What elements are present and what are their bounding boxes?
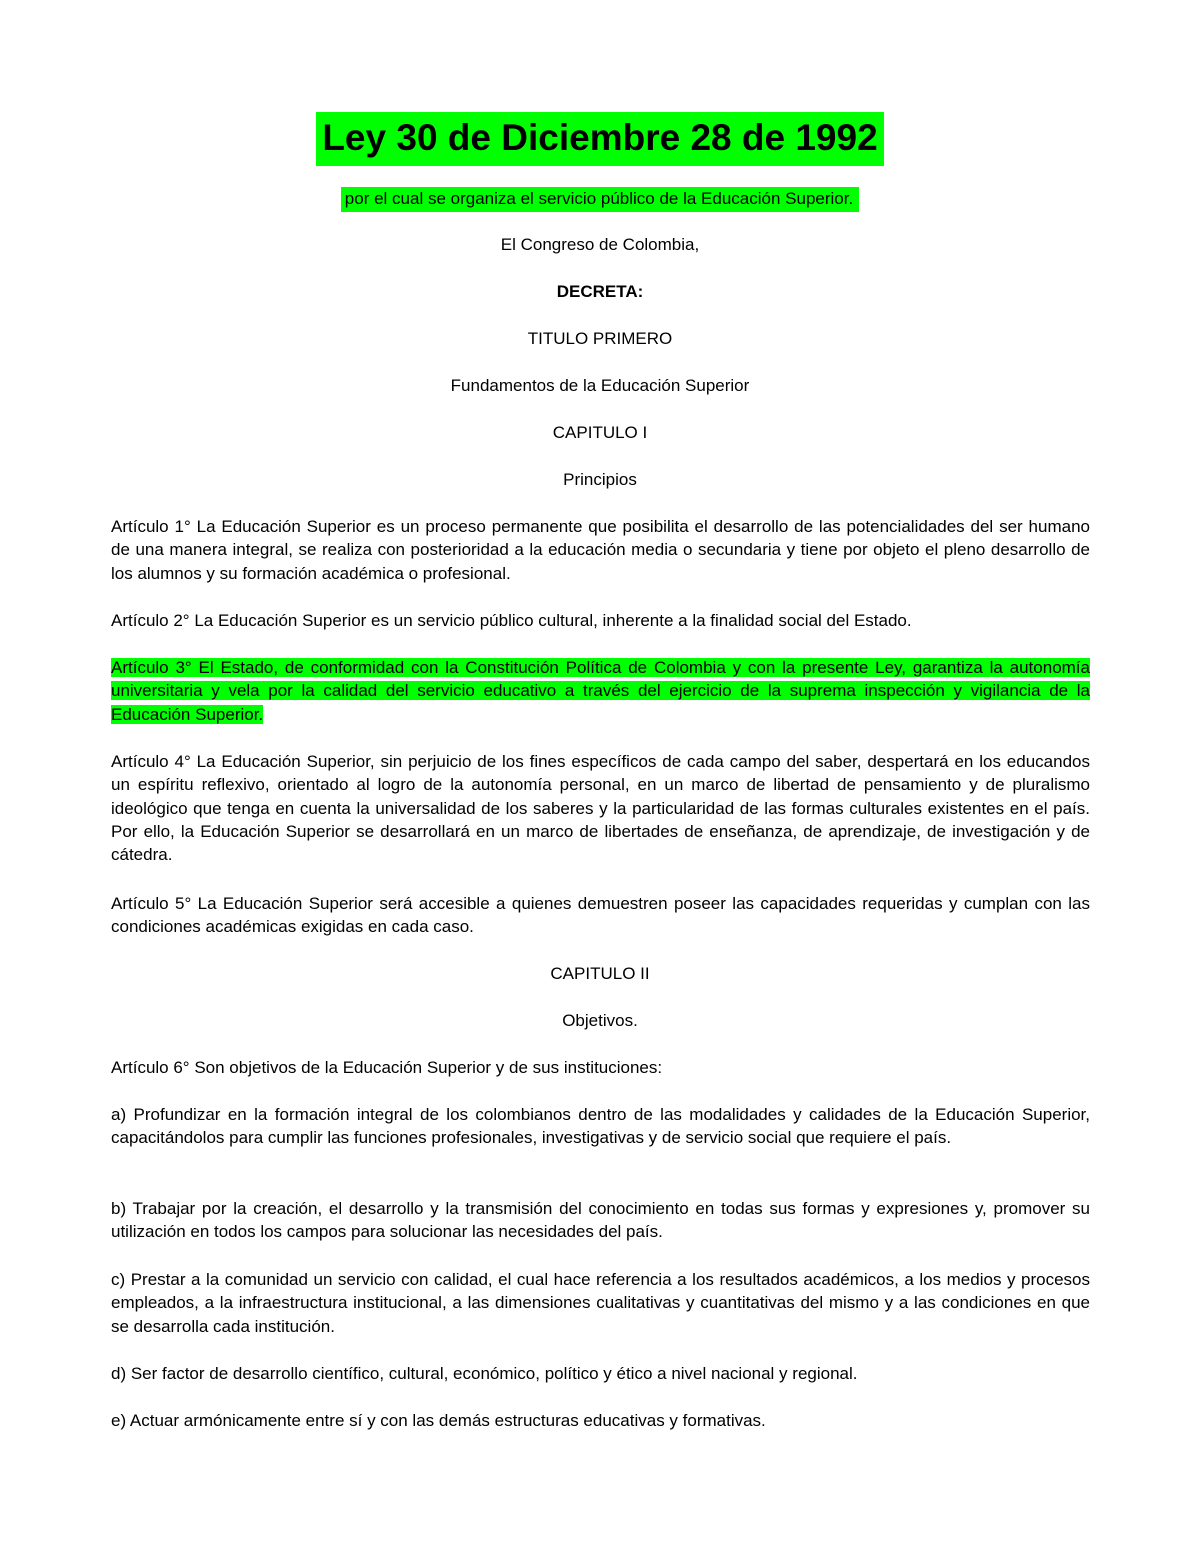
- objetivo-item-e: e) Actuar armónicamente entre sí y con las demás estructuras educativas y formativas.: [111, 1411, 766, 1430]
- capitulo-1-heading: CAPITULO I: [552, 423, 648, 442]
- objetivo-item-b: b) Trabajar por la creación, el desarrollo y la transmisión del conocimiento en todas sus formas y expresiones y, promover su utilización en todos los campos para solucionar las necesidades del país.: [111, 1199, 1090, 1242]
- decreta-heading: DECRETA:: [556, 282, 644, 301]
- articulo-3: [111, 656, 1090, 726]
- subtitle-container: [0, 187, 1200, 212]
- titulo-heading: TITULO PRIMERO: [527, 329, 673, 348]
- articulo-3-highlighted-text: Artículo 3° El Estado, de conformidad con la Constitución Política de Colombia y con la presente Ley, garantiza la autonomía universitaria y vela por la calidad del servicio educativo a través del ejercicio de la suprema inspección y vigilancia de la Educación Superior.: [111, 658, 1090, 724]
- titulo-name: Fundamentos de la Educación Superior: [450, 376, 750, 395]
- capitulo-1-name: Principios: [563, 470, 637, 489]
- articulo-4: Artículo 4° La Educación Superior, sin perjuicio de los fines específicos de cada campo del saber, despertará en los educandos un espíritu reflexivo, orientado al logro de la autonomía personal, en un marco de libertad de pensamiento y de pluralismo ideológico que tenga en cuenta la universalidad de los saberes y la particularidad de las formas culturales existentes en el país. Por ello, la Educación Superior se desarrollará en un marco de libertades de enseñanza, de aprendizaje, de investigación y de cátedra.: [111, 752, 1090, 865]
- articulo-5: Artículo 5° La Educación Superior será accesible a quienes demuestren poseer las capacidades requeridas y cumplan con las condiciones académicas exigidas en cada caso.: [111, 894, 1090, 937]
- articulo-6: Artículo 6° Son objetivos de la Educación Superior y de sus instituciones:: [111, 1058, 663, 1077]
- document-subtitle: por el cual se organiza el servicio público de la Educación Superior.: [341, 187, 859, 212]
- objetivo-item-d: d) Ser factor de desarrollo científico, cultural, económico, político y ético a nivel nacional y regional.: [111, 1364, 858, 1383]
- articulo-2: Artículo 2° La Educación Superior es un servicio público cultural, inherente a la finalidad social del Estado.: [111, 611, 912, 630]
- capitulo-2-heading: CAPITULO II: [550, 964, 650, 983]
- objetivo-item-c: c) Prestar a la comunidad un servicio con calidad, el cual hace referencia a los resultados académicos, a los medios y procesos empleados, a la infraestructura institucional, a las dimensiones cualitativas y cuantitativas del mismo y a las condiciones en que se desarrolla cada institución.: [111, 1270, 1090, 1336]
- articulo-1: Artículo 1° La Educación Superior es un proceso permanente que posibilita el desarrollo de las potencialidades del ser humano de una manera integral, se realiza con posterioridad a la educación media o secundaria y tiene por objeto el pleno desarrollo de los alumnos y su formación académica o profesional.: [111, 517, 1090, 583]
- document-title: Ley 30 de Diciembre 28 de 1992: [316, 112, 883, 166]
- objetivo-item-a: a) Profundizar en la formación integral de los colombianos dentro de las modalidades y calidades de la Educación Superior, capacitándolos para cumplir las funciones profesionales, investigativas y de servicio social que requiere el país.: [111, 1105, 1090, 1148]
- capitulo-2-name: Objetivos.: [562, 1011, 638, 1030]
- title-container: [0, 112, 1200, 166]
- congress-line: El Congreso de Colombia,: [500, 235, 700, 254]
